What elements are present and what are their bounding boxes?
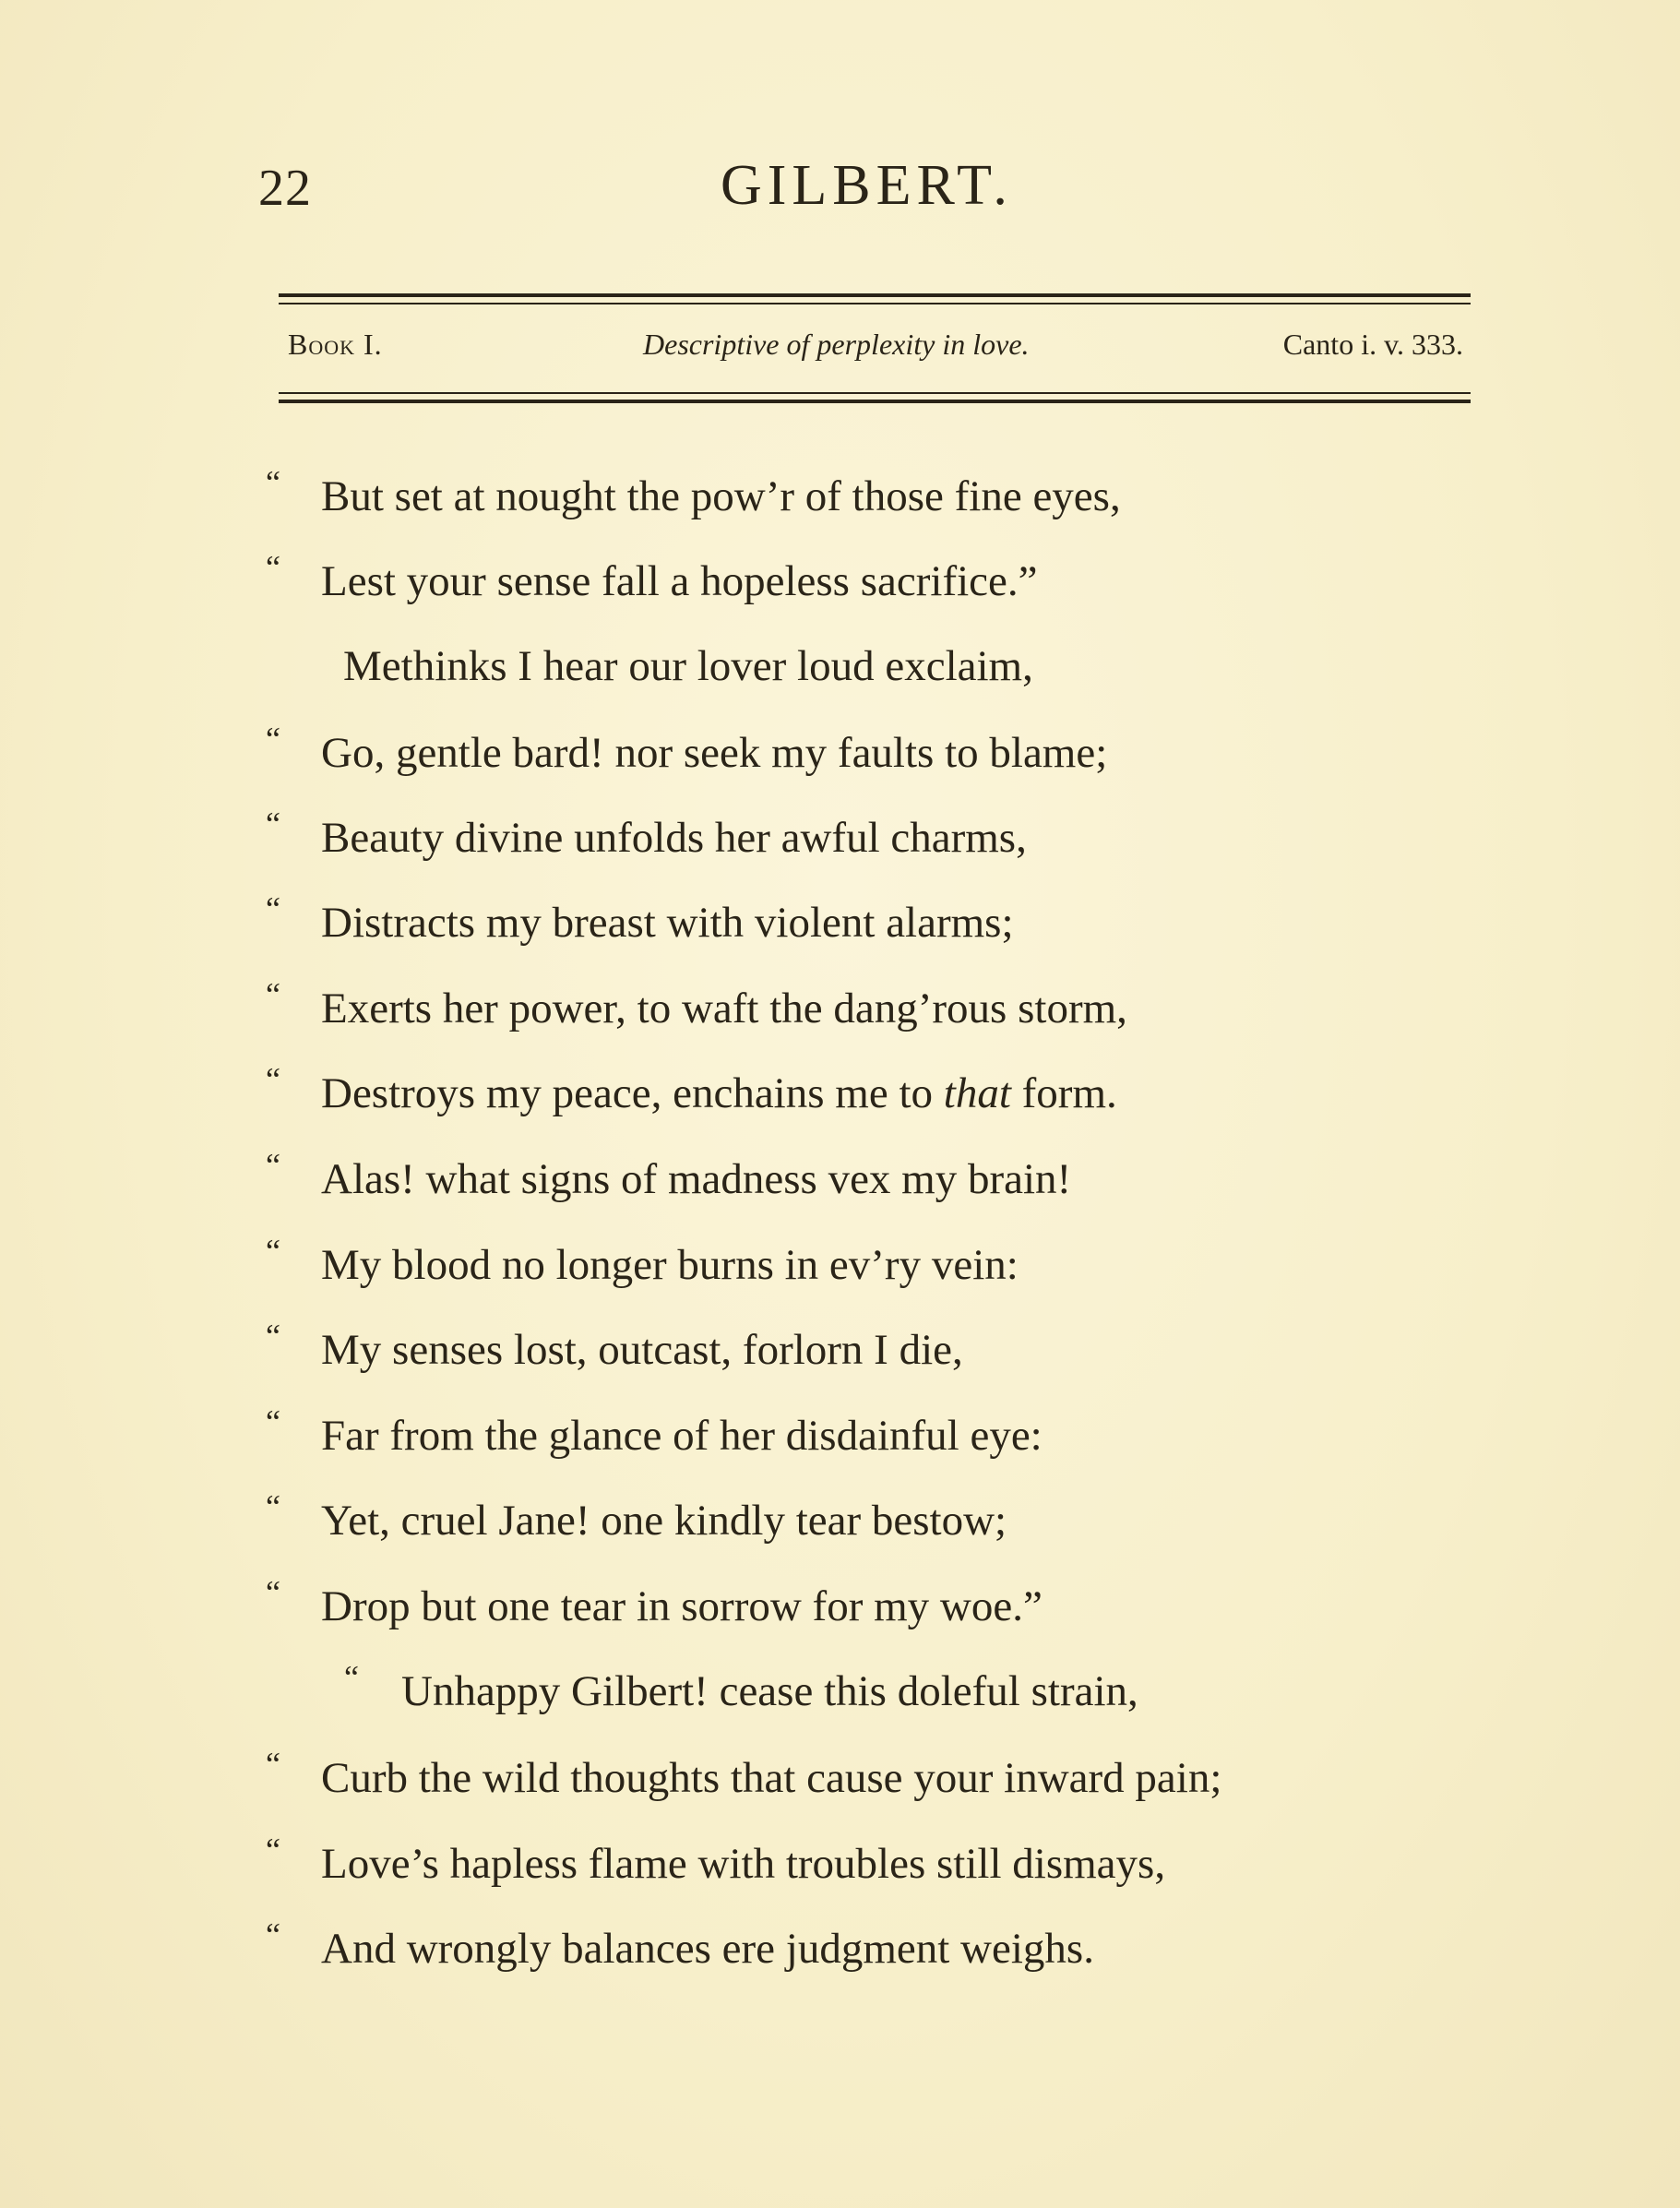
opening-quote: “	[266, 890, 280, 927]
verse-line	[0, 806, 1680, 870]
verse-text: Far from the glance of her disdainful eye:	[321, 1412, 1043, 1460]
verse-line	[0, 464, 1680, 529]
verse-text-after: form.	[1010, 1069, 1117, 1117]
verse-line	[0, 1147, 1680, 1211]
headline-book: Book I.	[288, 328, 383, 361]
opening-quote: “	[266, 1233, 280, 1270]
verse-text: Distracts my breast with violent alarms;	[321, 899, 1014, 947]
verse-line	[0, 1916, 1680, 1981]
verse-line	[0, 1659, 1680, 1724]
verse-text: Drop but one tear in sorrow for my woe.”	[321, 1582, 1043, 1630]
verse-text: Alas! what signs of madness vex my brain!	[321, 1155, 1072, 1203]
opening-quote: “	[266, 1916, 280, 1953]
verse-text: My senses lost, outcast, forlorn I die,	[321, 1326, 963, 1374]
verse-text: And wrongly balances ere judgment weighs.	[321, 1925, 1094, 1973]
opening-quote: “	[266, 1318, 280, 1355]
running-title: GILBERT.	[721, 154, 1013, 217]
verse-line	[0, 1832, 1680, 1896]
verse-text: Methinks I hear our lover loud exclaim,	[343, 642, 1033, 690]
verse-text-before: Destroys my peace, enchains me to	[321, 1069, 944, 1117]
verse-line	[0, 1746, 1680, 1810]
verse-text: My blood no longer burns in ev’ry vein:	[321, 1241, 1019, 1289]
headline-description: Descriptive of perplexity in love.	[643, 328, 1030, 361]
verse-line	[0, 1488, 1680, 1553]
verse-text: Love’s hapless flame with troubles still dismays,	[321, 1840, 1166, 1888]
verse-text: Yet, cruel Jane! one kindly tear bestow;	[321, 1497, 1007, 1545]
opening-quote: “	[266, 464, 280, 501]
opening-quote: “	[266, 1832, 280, 1868]
verse-text-italic: that	[943, 1069, 1011, 1117]
verse-line	[0, 890, 1680, 955]
verse-text: But set at nought the pow’r of those fine eyes,	[321, 472, 1121, 520]
opening-quote: “	[266, 1403, 280, 1440]
verse-line	[0, 1233, 1680, 1297]
verse-line	[0, 634, 1680, 698]
opening-quote: “	[266, 1488, 280, 1525]
verse-line	[0, 549, 1680, 614]
verse-line	[0, 1061, 1680, 1126]
verse-text: Curb the wild thoughts that cause your inward pain;	[321, 1754, 1222, 1802]
verse-line	[0, 976, 1680, 1041]
verse-line	[0, 1574, 1680, 1639]
opening-quote: “	[266, 721, 280, 758]
verse-line	[0, 1318, 1680, 1382]
opening-quote: “	[266, 976, 280, 1013]
verse-text: Go, gentle bard! nor seek my faults to blame;	[321, 729, 1108, 777]
verse-text: Exerts her power, to waft the dang’rous storm,	[321, 985, 1127, 1032]
opening-quote: “	[344, 1659, 359, 1696]
opening-quote: “	[266, 1574, 280, 1611]
opening-quote: “	[266, 1147, 280, 1184]
opening-quote: “	[266, 1061, 280, 1098]
verse-line	[0, 721, 1680, 785]
verse-text: Unhappy Gilbert! cease this doleful strain,	[401, 1667, 1138, 1715]
opening-quote: “	[266, 806, 280, 842]
verse-text: Lest your sense fall a hopeless sacrifice.”	[321, 557, 1038, 605]
verse-line	[0, 1403, 1680, 1468]
opening-quote: “	[266, 549, 280, 586]
page-number: 22	[258, 160, 312, 217]
verse-text: Beauty divine unfolds her awful charms,	[321, 814, 1027, 862]
verse-text	[321, 1061, 1117, 1126]
headline-canto: Canto i. v. 333.	[1282, 328, 1463, 361]
opening-quote: “	[266, 1746, 280, 1783]
